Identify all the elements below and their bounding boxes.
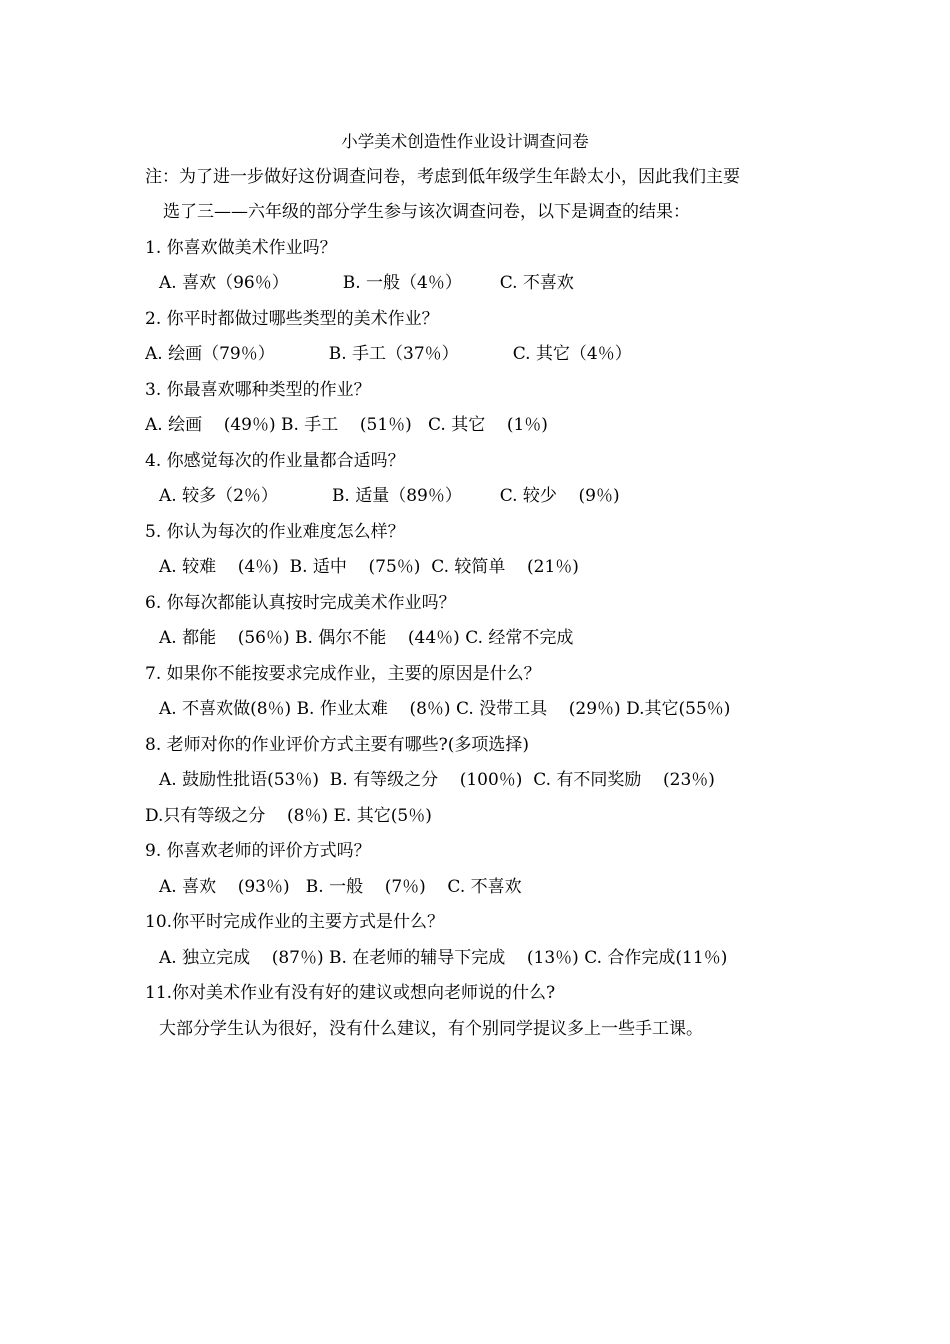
- question-8: 8. 老师对你的作业评价方式主要有哪些?(多项选择): [145, 734, 530, 755]
- question-5: 5. 你认为每次的作业难度怎么样？: [145, 521, 405, 542]
- answer-10: A. 独立完成 (87％) B. 在老师的辅导下完成 (13％) C. 合作完成(11％): [159, 947, 728, 968]
- question-4: 4. 你感觉每次的作业量都合适吗？: [145, 450, 405, 471]
- answer-4: A. 较多（2％） B. 适量（89％） C. 较少 (9％): [159, 486, 620, 506]
- question-10: 10.你平时完成作业的主要方式是什么？: [145, 912, 445, 932]
- answer-3: A. 绘画 (49％) B. 手工 (51％) C. 其它 (1％): [145, 415, 548, 435]
- question-2: 2. 你平时都做过哪些类型的美术作业？: [145, 308, 439, 329]
- note-line-2: 选了三——六年级的部分学生参与该次调查问卷，以下是调查的结果：: [163, 202, 690, 222]
- question-9: 9. 你喜欢老师的评价方式吗？: [145, 841, 371, 861]
- question-6: 6. 你每次都能认真按时完成美术作业吗？: [145, 592, 456, 613]
- question-1: 1. 你喜欢做美术作业吗？: [145, 237, 337, 258]
- answer-11: 大部分学生认为很好，没有什么建议，有个别同学提议多上一些手工课。: [159, 1018, 703, 1039]
- note-line-1: 注：为了进一步做好这份调查问卷，考虑到低年级学生年龄太小，因此我们主要: [145, 166, 740, 187]
- document-title: 小学美术创造性作业设计调查问卷: [341, 132, 589, 151]
- answer-5: A. 较难 (4％) B. 适中 (75％) C. 较简单 (21％): [159, 557, 579, 577]
- answer-8: A. 鼓励性批语(53％) B. 有等级之分 (100％) C. 有不同奖励 (23％): [159, 770, 715, 790]
- question-7: 7. 如果你不能按要求完成作业，主要的原因是什么？: [145, 663, 541, 684]
- answer-9: A. 喜欢 (93％) B. 一般 (7％) C. 不喜欢: [159, 876, 522, 897]
- answer-6: A. 都能 (56％) B. 偶尔不能 (44％) C. 经常不完成: [159, 628, 574, 648]
- answer-7: A. 不喜欢做(8％) B. 作业太难 (8％) C. 没带工具 (29％) D.其它(55％): [159, 699, 731, 719]
- document-body: [145, 124, 825, 1047]
- question-11: 11.你对美术作业有没有好的建议或想向老师说的什么?: [145, 983, 556, 1003]
- answer-2: A. 绘画（79％） B. 手工（37％） C. 其它（4％）: [145, 344, 632, 364]
- question-3: 3. 你最喜欢哪种类型的作业？: [145, 379, 371, 400]
- answer-8-continued: D.只有等级之分 (8％) E. 其它(5％): [145, 805, 432, 826]
- answer-1: A. 喜欢（96％） B. 一般（4％） C. 不喜欢: [159, 273, 574, 293]
